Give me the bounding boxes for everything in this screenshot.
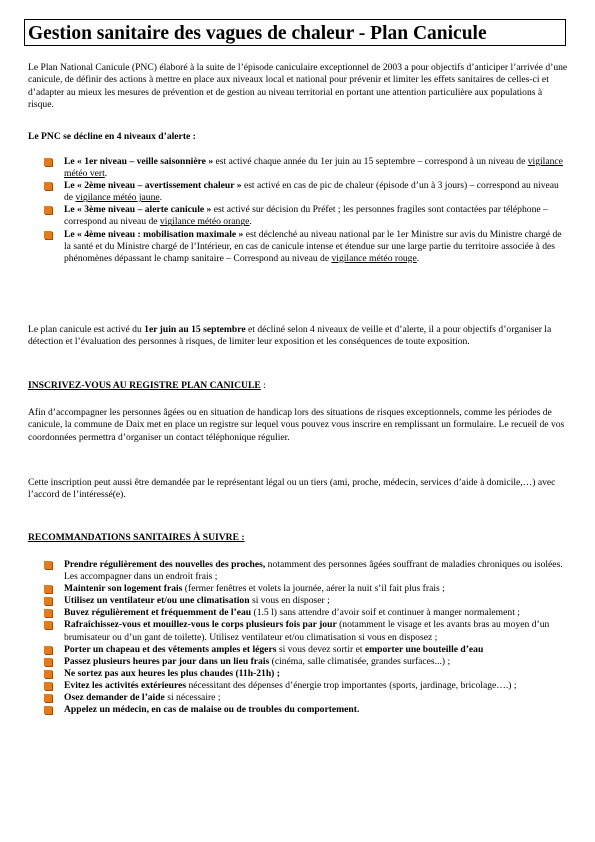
recommendation-item: Appelez un médecin, en cas de malaise ou de troubles du comportement. (44, 704, 568, 716)
level-item: Le « 4ème niveau : mobilisation maximale » est déclenché au niveau national par le 1er Ministre sur avis du Ministre chargé de la santé et du Ministre chargé de l’Intérieur, en cas de canicule intense et étendue sur une large partie du territoire associée à des phénomènes dépassant le champ sanitaire – Correspond au niveau de vigilance météo rouge. (44, 229, 568, 265)
vigilance-link[interactable]: vigilance météo vert (64, 156, 563, 180)
level-label: Le « 3ème niveau – alerte canicule » (64, 204, 212, 216)
activation-paragraph: Le plan canicule est activé du 1er juin au 15 septembre et décliné selon 4 niveaux de veille et d’alerte, il a pour objectifs d’organiser la détection et l’évaluation des personnes à risques, de limiter leur exposition et les conséquences de toute exposition. (28, 324, 552, 348)
recommendation-item: Prendre régulièrement des nouvelles des proches, notamment des personnes âgées souffrant de maladies chroniques ou isolées. Les accompagner dans un endroit frais ; (44, 559, 568, 583)
level-label: Le « 1er niveau – veille saisonnière » (64, 156, 214, 167)
intro-paragraph: Le Plan National Canicule (PNC) élaboré à la suite de l’épisode caniculaire exceptionnel de 2003 a pour objectifs d’anticiper l’arrivée d’une canicule, de définir des actions à mettre en place aux niveaux local et national pour prévenir et limiter les effets sanitaires de celles-ci et d’adapter au mieux les mesures de prévention et de gestion au niveau territorial en portant une attention particulière aux populations à risque. (28, 62, 568, 111)
bullet-icon (44, 609, 52, 617)
bullet-icon (44, 158, 52, 166)
bullet-icon (44, 182, 52, 190)
recommendation-item: Porter un chapeau et des vêtements amples et légers si vous devez sortir et emporter une bouteille d’eau (44, 644, 568, 656)
bullet-icon (44, 694, 52, 702)
level-item: Le « 2ème niveau – avertissement chaleur » est activé en cas de pic de chaleur (épisode d’un à 3 jours) – correspond au niveau de vigilance météo jaune. (44, 180, 568, 204)
recommendation-item: Maintenir son logement frais (fermer fenêtres et volets la journée, aérer la nuit s’il fait plus frais ; (44, 583, 568, 595)
level-item: Le « 3ème niveau – alerte canicule » est activé sur décision du Préfet ; les personnes fragiles sont contactées par téléphone – correspond au niveau de vigilance météo orange. (44, 204, 568, 228)
recommendation-item: Rafraîchissez-vous et mouillez-vous le corps plusieurs fois par jour (notamment le visage et les avants bras au moyen d’un brumisateur ou d’un gant de toilette). Utilisez ventilateur et/ou climatisation si vous en disposez ; (44, 619, 568, 643)
bullet-icon (44, 561, 52, 569)
bullet-icon (44, 585, 52, 593)
level-text: est activé sur décision du Préfet ; les personnes fragiles sont contactées par téléphone – correspond au niveau de (64, 204, 548, 228)
level-text: est activé en cas de pic de chaleur (épisode d’un à 3 jours) – correspond au niveau de (64, 180, 559, 204)
levels-list (44, 156, 568, 265)
bullet-icon (44, 682, 52, 690)
bullet-icon (44, 658, 52, 666)
level-text: est déclenché au niveau national par le 1er Ministre sur avis du Ministre chargé de la santé et du Ministre chargé de l’Intérieur, en cas de canicule intense et étendue sur une large partie du territoire associée à des phénomènes dépassant le champ sanitaire – Correspond au niveau de (64, 228, 562, 264)
recommendation-item: Ne sortez pas aux heures les plus chaudes (11h-21h) ; (44, 668, 568, 680)
level-text: est activé chaque année du 1er juin au 15 septembre – correspond à un niveau de (213, 156, 528, 167)
page-title: Gestion sanitaire des vagues de chaleur - Plan Canicule (28, 23, 487, 44)
register-third-party: Cette inscription peut aussi être demandée par le représentant légal ou un tiers (ami, proche, médecin, services d’aide à domicile,…) avec l’accord de l’intéressé(e). (28, 477, 556, 501)
recommendations-heading: RECOMMANDATIONS SANITAIRES À SUIVRE : (28, 532, 245, 543)
bullet-icon (44, 670, 52, 678)
recommendation-item: Utilisez un ventilateur et/ou une climatisation si vous en disposer ; (44, 595, 568, 607)
recommendation-item: Passez plusieurs heures par jour dans un lieu frais (cinéma, salle climatisée, grandes surfaces...) ; (44, 656, 568, 668)
register-paragraph: Afin d’accompagner les personnes âgées ou en situation de handicap lors des situations de risques exceptionnels, comme les périodes de canicule, la commune de Daix met en place un registre sur lequel vous pouvez vous inscrire en remplissant un formulaire. Le recueil de vos coordonnées permettra d’organiser un contact téléphonique régulier. (28, 407, 565, 443)
bullet-icon (44, 646, 52, 654)
vigilance-link[interactable]: vigilance météo orange (159, 216, 250, 228)
bullet-icon (44, 206, 52, 214)
recommendation-item: Evitez les activités extérieures nécessitant des dépenses d’énergie trop importantes (sports, jardinage, bricolage….) ; (44, 680, 568, 692)
recommendation-item: Osez demander de l’aide si nécessaire ; (44, 692, 568, 704)
activation-dates: 1er juin au 15 septembre (144, 324, 246, 335)
bullet-icon (44, 706, 52, 714)
bullet-icon (44, 597, 52, 605)
title-box (24, 19, 566, 46)
bullet-icon (44, 621, 52, 629)
bullet-icon (44, 231, 52, 239)
level-label: Le « 4ème niveau : mobilisation maximale » (64, 228, 244, 240)
register-heading: INSCRIVEZ-VOUS AU REGISTRE PLAN CANICULE : (28, 380, 266, 391)
recommendations-list (44, 559, 568, 716)
vigilance-link[interactable]: vigilance météo rouge (331, 252, 417, 264)
recommendation-item: Buvez régulièrement et fréquemment de l’eau (1.5 l) sans attendre d’avoir soif et continuer à manger normalement ; (44, 607, 568, 619)
level-label: Le « 2ème niveau – avertissement chaleur » (64, 180, 242, 192)
vigilance-link[interactable]: vigilance météo jaune (75, 192, 160, 204)
levels-heading: Le PNC se décline en 4 niveaux d’alerte : (28, 131, 196, 142)
level-item: Le « 1er niveau – veille saisonnière » est activé chaque année du 1er juin au 15 septembre – correspond à un niveau de vigilance météo vert. (44, 156, 568, 180)
